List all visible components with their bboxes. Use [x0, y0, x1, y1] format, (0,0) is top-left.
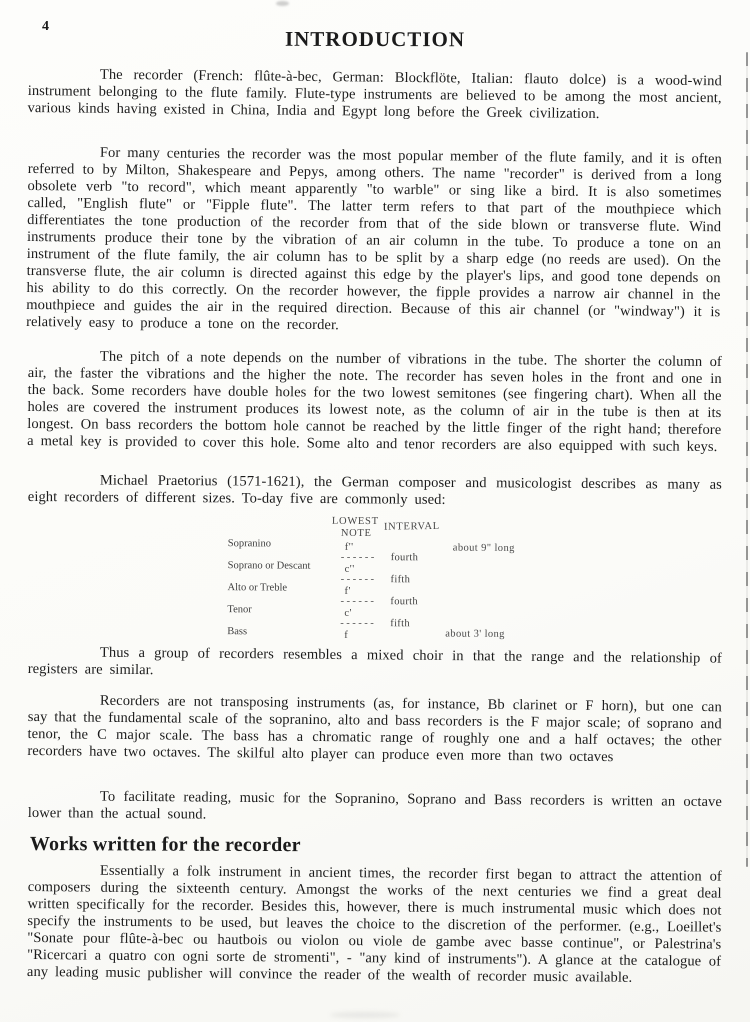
recorder-sizes-table	[199, 512, 670, 657]
table-row-name-sopranino: Sopranino	[227, 538, 272, 550]
paragraph-recorder-origins: The recorder (French: flûte-à-bec, German: Blockflöte, Italian: flauto dolce) is a wood-wind instrument belonging to the flute family. Flute-type instruments are believed to be among the most ancient, various kinds having existed in China, India and Egypt long before the Greek civilization.	[27, 66, 722, 122]
scan-smudge-top-artifact	[276, 1, 289, 6]
table-row-name-soprano: Soprano or Descant	[227, 560, 311, 572]
paragraph-pitch-and-holes: The pitch of a note depends on the number of vibrations in the tube. The shorter the column of air, the faster the vibrations and the higher the note. The recorder has seven holes in the front and one in the back. Some recorders have double holes for the two lowest semitones (see fingering chart). When all the holes are covered the instrument produces its lowest note, as the column of air in the tube is then at its longest. On bass recorders the bottom hole cannot be reached by the little finger of the right hand; therefore a metal key is provided to cover this hole. Some alto and tenor recorders are also equipped with such keys.	[27, 348, 722, 456]
table-row-name-tenor: Tenor	[227, 604, 252, 616]
interval-row-4	[340, 618, 410, 629]
column-header-lowest: LOWEST	[331, 515, 379, 528]
table-note-tenor: c'	[344, 607, 352, 619]
table-row-name-bass: Bass	[227, 626, 248, 638]
table-row-name-alto: Alto or Treble	[227, 582, 288, 594]
interval-label-fourth: fourth	[390, 552, 419, 564]
interval-row-2	[341, 574, 411, 585]
dash-line: ------	[340, 595, 377, 608]
table-note-sopranino: f''	[344, 541, 354, 553]
column-header-interval: INTERVAL	[383, 520, 440, 533]
paragraph-recorder-history: For many centuries the recorder was the most popular member of the flute family, and it is often referred to by Milton, Shakespeare and Pepys, among others. The name "recorder" is derived from a long obsolete verb "to record", which meant apparently "to warble" or sing like a bird. It is also sometimes called, "English flute" or "Fipple flute". The latter term refers to that part of the mouthpiece which differentiates the tone production of the recorder from that of the side blown or transverse flute. Wind instruments produce their tone by the vibration of an air column in the tube. To produce a tone on an instrument of the flute family, the air column has to be split by a sharp edge (no reeds are used). On the transverse flute, the air column is directed against this edge by the player's lips, and good tone depends on his ability to do this correctly. On the recorder however, the fipple provides a narrow air channel in the mouthpiece and guides the air in the required direction. Because of this air channel (or "windway") it is relatively easy to produce a tone on the recorder.	[26, 144, 722, 334]
dash-line: ------	[340, 551, 377, 564]
paragraph-mixed-choir: Thus a group of recorders resembles a mixed choir in that the range and the relationship of registers are similar.	[27, 644, 722, 679]
table-note-bass: f	[344, 629, 349, 641]
interval-label-fifth: fifth	[390, 574, 411, 586]
table-annotation-bass-length: about 3' long	[445, 628, 505, 640]
dash-line: ------	[340, 573, 377, 586]
table-annotation-sopranino-length: about 9" long	[452, 542, 515, 554]
interval-row-1	[341, 552, 419, 563]
paragraph-works-for-recorder: Essentially a folk instrument in ancient times, the recorder first began to attract the attention of composers during the sixteenth century. Amongst the works of the next centuries we find a great deal written specifically for the recorder. Besides this, however, there is much instrumental music which does not specify the instruments to be used, but leaves the choice to the discretion of the performer. (e.g., Loeillet's "Sonate pour flûte-à-bec ou hautbois ou violon ou viole de gambe avec basse continue", or Palestrina's "Ricercari a quatro con ogni sorte de stromenti", - "any kind of instruments"). A glance at the catalogue of any leading music publisher will convince the reader of the wealth of recorder music available.	[26, 862, 722, 986]
page-title: INTRODUCTION	[284, 26, 466, 52]
table-note-alto: f'	[344, 585, 351, 597]
scan-smudge-bottom-artifact	[330, 1012, 400, 1018]
column-header-note: NOTE	[340, 527, 372, 540]
paragraph-notation-octave: To facilitate reading, music for the Sopranino, Soprano and Bass recorders is written an octave lower than the actual sound.	[27, 788, 722, 823]
section-heading-works: Works written for the recorder	[29, 833, 301, 857]
paragraph-praetorius: Michael Praetorius (1571-1621), the German composer and musicologist describes as many as eight recorders of different sizes. To-day five are commonly used:	[27, 472, 722, 508]
interval-row-3	[340, 596, 418, 607]
interval-label-fourth: fourth	[390, 596, 418, 608]
table-note-soprano: c''	[344, 563, 355, 575]
interval-label-fifth: fifth	[390, 618, 410, 630]
dash-line: ------	[340, 617, 377, 630]
paragraph-transposing: Recorders are not transposing instruments (as, for instance, Bb clarinet or F horn), but one can say that the fundamental scale of the sopranino, alto and bass recorders is the F major scale; of soprano and tenor, the C major scale. The bass has a chromatic range of roughly one and a half octaves; the other recorders have two octaves. The skilful alto player can produce even more than two octaves	[27, 692, 722, 766]
page-number: 4	[42, 19, 49, 34]
scan-edge-right-artifact	[746, 52, 748, 867]
